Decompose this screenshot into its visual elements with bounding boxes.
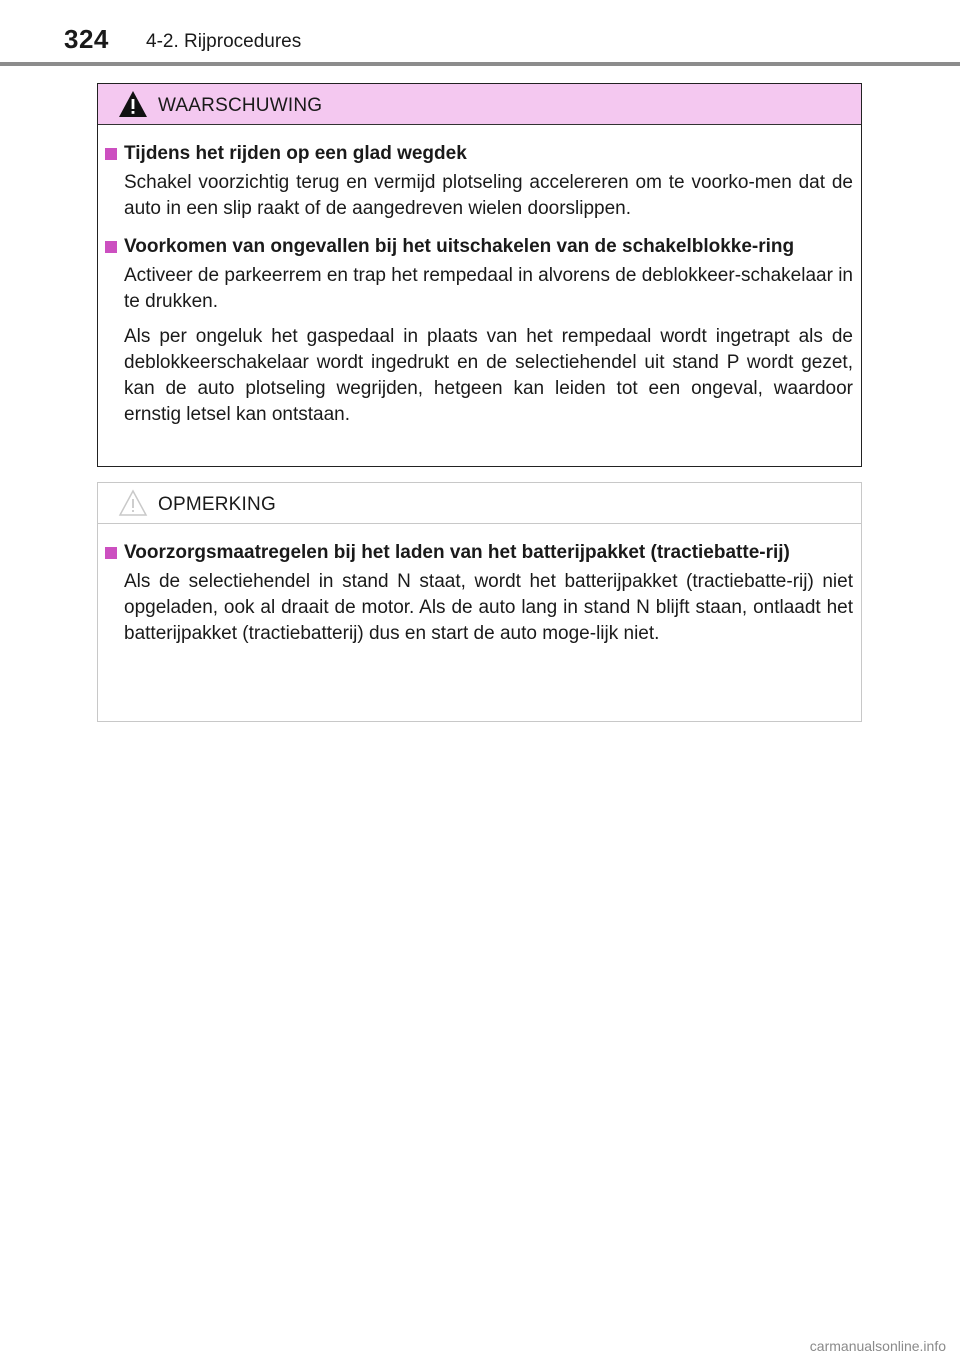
square-bullet-icon [105,148,117,160]
warning-item-title: Voorkomen van ongevallen bij het uitschakelen van de schakelblokke-ring [105,234,853,259]
notice-body [98,524,861,647]
header-divider [0,62,960,66]
warning-paragraph: Schakel voorzichtig terug en vermijd plotseling accelereren om te voorko-men dat de auto in een slip raakt of de aangedreven wielen doorslippen. [124,172,853,219]
page-header [0,0,960,66]
warning-item-title: Tijdens het rijden op een glad wegdek [105,141,853,166]
page-number: 324 [64,24,109,54]
section-title: 4-2. Rijprocedures [146,31,302,52]
watermark[interactable]: carmanualsonline.info [809,1338,946,1354]
square-bullet-icon [105,241,117,253]
notice-item-title: Voorzorgsmaatregelen bij het laden van het batterijpakket (tractiebatte-rij) [105,540,853,565]
warning-body [98,125,861,428]
notice-header [98,483,861,524]
warning-paragraph: Activeer de parkeerrem en trap het rempedaal in alvorens de deblokkeer-schakelaar in te drukken. [124,265,853,312]
notice-label: OPMERKING [158,494,276,515]
square-bullet-icon [105,547,117,559]
notice-paragraph: Als de selectiehendel in stand N staat, wordt het batterijpakket (tractiebatte-rij) niet opgeladen, ook al draait de motor. Als de auto lang in stand N blijft staan, ontlaadt het batterijpakket (tractiebatterij) dus en start de auto moge-lijk niet. [124,571,853,644]
warning-triangle-icon [118,90,148,118]
warning-box [97,83,862,467]
caution-triangle-outline-icon [118,489,148,517]
warning-header [98,84,861,125]
warning-paragraph: Als per ongeluk het gaspedaal in plaats van het rempedaal wordt ingetrapt als de deblokkeerschakelaar wordt ingedrukt en de selectiehendel uit stand P wordt gezet, kan de auto plotseling wegrijden, hetgeen kan leiden tot een ongeval, waardoor ernstig letsel kan ontstaan. [124,326,853,425]
notice-box [97,482,862,722]
warning-label: WAARSCHUWING [158,95,323,116]
